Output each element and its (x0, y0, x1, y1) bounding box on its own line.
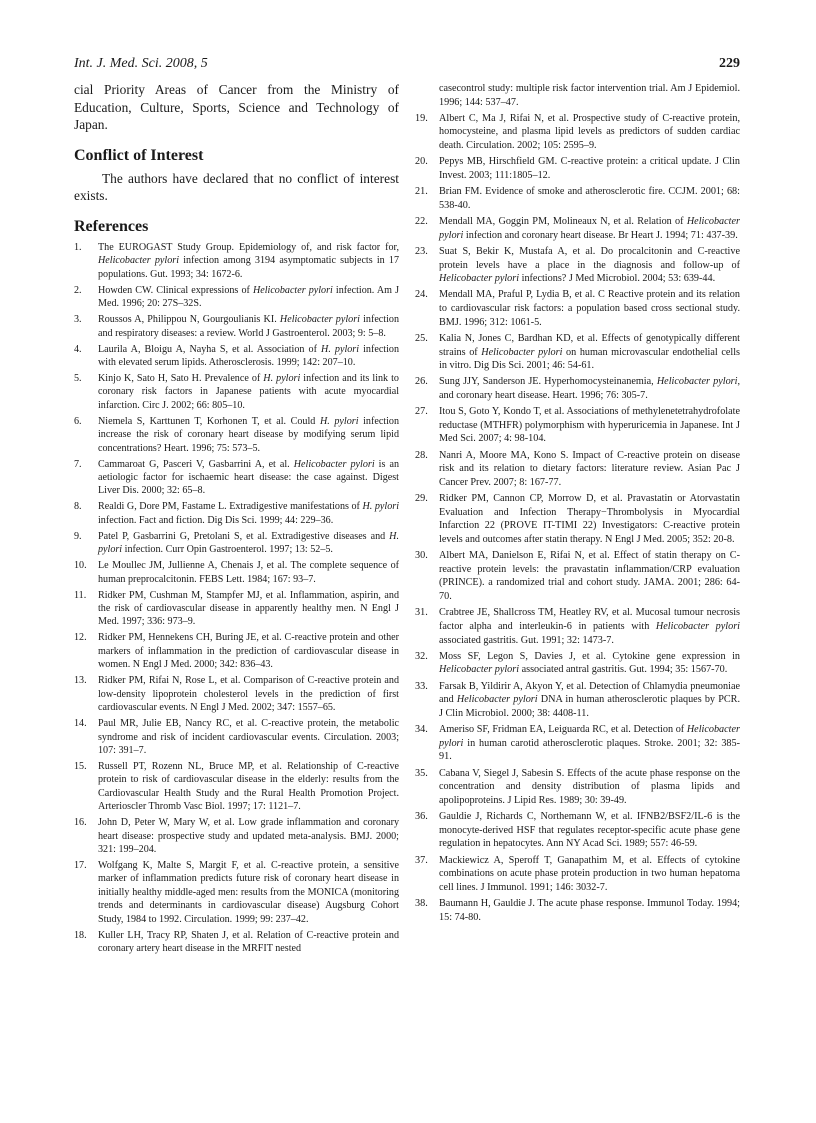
reference-number: 13. (74, 675, 87, 687)
reference-item (415, 112, 740, 153)
reference-item (415, 155, 740, 182)
reference-text: Kinjo K, Sato H, Sato H. Prevalence of H. pylori infection and its link to coronary risk factors in Japanese patients with acute myocardial infarction. Circ J. 2002; 66: 805–10. (98, 373, 399, 411)
reference-number: 38. (415, 898, 428, 909)
reference-item (415, 245, 740, 286)
left-column (74, 81, 399, 958)
reference-number: 30. (415, 550, 428, 562)
reference-item (415, 405, 740, 446)
reference-number: 19. (415, 112, 428, 124)
reference-text: Mendall MA, Goggin PM, Molineaux N, et al. Relation of Helicobacter pylori infection and coronary heart disease. Br Heart J. 1994; 71: 437-39. (439, 216, 740, 241)
reference-number: 14. (74, 718, 87, 730)
reference-item (74, 458, 399, 498)
conflict-of-interest-heading: Conflict of Interest (74, 146, 204, 164)
reference-item (415, 767, 740, 808)
reference-item (74, 929, 399, 956)
reference-item (415, 492, 740, 546)
reference-text: Ridker PM, Cushman M, Stampfer MJ, et al. Inflammation, aspirin, and the risk of cardiovascular disease in apparently healthy men. N Engl J Med. 1997; 336: 973–9. (98, 589, 399, 628)
reference-item (415, 375, 740, 402)
reference-text: Ridker PM, Rifai N, Rose L, et al. Comparison of C-reactive protein and low-density lipoprotein cholesterol levels in the prediction of first cardiovascular events. N Engl J Med. 2002; 347: 1557–65. (98, 675, 399, 714)
acknowledgment-text: cial Priority Areas of Cancer from the Ministry of Education, Culture, Sports, Science and Technology of Japan. (74, 82, 399, 133)
reference-number: 36. (415, 811, 428, 823)
right-column (415, 82, 740, 927)
reference-text: Wolfgang K, Malte S, Margit F, et al. C-reactive protein, a sensitive marker of inflammation predicts future risk of coronary heart disease in initially healthy middle-aged men: results from the MONICA (monitoring trends and determinants in cardiovascular disease) Augsburg Cohort Study, 1984 to 1992. Circulation. 1999; 99: 237–42. (98, 859, 399, 925)
reference-number: 25. (415, 332, 428, 344)
reference-number: 4. (74, 343, 82, 355)
reference-text: Patel P, Gasbarrini G, Pretolani S, et al. Extradigestive diseases and H. pylori infection. Curr Opin Gastroenterol. 1997; 13: 52–5. (98, 530, 399, 556)
reference-text: Howden CW. Clinical expressions of Helicobacter pylori infection. Am J Med. 1996; 20: 27S–32S. (98, 284, 400, 310)
reference-item (415, 810, 740, 851)
reference-text: Ameriso SF, Fridman EA, Leiguarda RC, et al. Detection of Helicobacter pylori in human carotid atherosclerotic plaques. Stroke. 2001; 32: 385-91. (439, 724, 740, 763)
reference-item (74, 760, 399, 814)
reference-item (74, 631, 399, 671)
reference-number: 2. (74, 284, 82, 296)
reference-item (415, 650, 740, 677)
reference-text: Itou S, Goto Y, Kondo T, et al. Associations of methylenetetrahydrofolate reductase (MTHFR) polymorphism with hyperuricemia in Japanese. Int J Med Sci. 2007; 4: 98-104. (439, 406, 740, 445)
reference-text: Kalia N, Jones C, Bardhan KD, et al. Effects of genotypically different strains of Helicobacter pylori on human microvascular endothelial cells in vitro. Dig Dis Sci. 2001; 46: 54-61. (439, 332, 740, 372)
reference-item (74, 415, 399, 455)
reference-text: Crabtree JE, Shallcross TM, Heatley RV, et al. Mucosal tumour necrosis factor alpha and interleukin-6 in patients with Helicobacter pylori associated gastritis. Gut. 1991; 32: 1473-7. (439, 607, 740, 646)
reference-number: 32. (415, 650, 428, 662)
reference-item (74, 372, 399, 412)
reference-item (415, 332, 740, 373)
reference-text: Moss SF, Legon S, Davies J, et al. Cytokine gene expression in Helicobacter pylori associated antral gastritis. Gut. 1994; 35: 1567-70. (439, 650, 740, 676)
reference-text: Realdi G, Dore PM, Fastame L. Extradigestive manifestations of H. pylori infection. Fact and fiction. Dig Dis Sci. 1999; 44: 229–36. (98, 501, 399, 526)
reference-text: Ridker PM, Cannon CP, Morrow D, et al. Pravastatin or Atorvastatin Evaluation and Infection Therapy−Thrombolysis in Myocardial Infarction 22 (PROVE IT-TIMI 22) Investigators: C-reactive protein levels and outcomes after statin therapy. N Engl J Med. 2005; 352: 20-8. (439, 493, 740, 545)
reference-item (74, 284, 399, 311)
reference-number: 21. (415, 186, 428, 198)
reference-text: Albert MA, Danielson E, Rifai N, et al. Effect of statin therapy on C-reactive protein levels: the pravastatin inflammation/CRP evaluation (PRINCE). a randomized trial and cohort study. JAMA. 2001; 286: 64-70. (439, 550, 740, 603)
reference-number: 24. (415, 289, 428, 301)
reference-number: 27. (415, 406, 428, 418)
reference-number: 31. (415, 607, 428, 619)
reference-item (415, 897, 740, 924)
reference-number: 3. (74, 314, 82, 326)
reference-number: 15. (74, 760, 87, 772)
reference-number: 18. (74, 929, 87, 941)
reference-item (74, 313, 399, 340)
conflict-of-interest-text: The authors have declared that no conflict of interest exists. (74, 170, 399, 204)
reference-number: 28. (415, 449, 428, 461)
reference-number: 16. (74, 817, 87, 829)
reference-item (74, 674, 399, 714)
reference-number: 35. (415, 767, 428, 779)
reference-item (74, 816, 399, 856)
reference-text: Brian FM. Evidence of smoke and atherosclerotic fire. CCJM. 2001; 68: 538-40. (439, 186, 740, 211)
reference-item (415, 215, 740, 242)
reference-item (415, 185, 740, 212)
reference-item (415, 549, 740, 603)
reference-item (74, 589, 399, 629)
reference-text: Le Moullec JM, Jullienne A, Chenais J, et al. The complete sequence of human preprocalcitonin. FEBS Lett. 1984; 167: 93–7. (98, 560, 399, 585)
reference-item (415, 680, 740, 721)
reference-text: Albert C, Ma J, Rifai N, et al. Prospective study of C-reactive protein, homocysteine, and plasma lipid levels as predictors of sudden cardiac death. Circulation. 2002; 105: 2595–9. (439, 112, 740, 152)
reference-item (74, 859, 399, 926)
reference-number: 34. (415, 724, 428, 736)
reference-number: 37. (415, 854, 428, 866)
reference-item (74, 500, 399, 527)
reference-text: Roussos A, Philippou N, Gourgoulianis KI. Helicobacter pylori infection and respiratory diseases: a review. World J Gastroenterol. 2003; 9: 5–8. (98, 314, 399, 339)
reference-item (415, 606, 740, 647)
journal-citation: Int. J. Med. Sci. 2008, 5 (74, 56, 208, 71)
reference-text: Nanri A, Moore MA, Kono S. Impact of C-reactive protein on disease risk and its relation to dietary factors: literature review. Asian Pac J Cancer Prev. 2007; 8: 167-77. (439, 449, 740, 488)
reference-text: Cammaroat G, Pasceri V, Gasbarrini A, et al. Helicobacter pylori is an aetiologic factor for ischaemic heart disease: the case against. Digest Liver Dis. 2000; 32: 65–8. (98, 458, 399, 497)
reference-number: 26. (415, 376, 428, 388)
reference-list-right (415, 112, 740, 924)
reference-text: Mendall MA, Praful P, Lydia B, et al. C Reactive protein and its relation to cardiovascular risk factors: a population based cross sectional study. BMJ. 1996; 312: 1061-5. (439, 289, 740, 328)
reference-number: 11. (74, 589, 87, 601)
reference-item (74, 717, 399, 757)
reference-text: Russell PT, Rozenn NL, Bruce MP, et al. Relationship of C-reactive protein to risk of cardiovascular disease in the elderly: results from the Cardiovascular Health Study and the Rural Health Promotion Project. Arterioscler Thromb Vasc Biol. 1997; 17: 1121–7. (98, 760, 399, 813)
reference-number: 7. (74, 458, 82, 470)
running-header (74, 56, 740, 76)
references-heading: References (74, 217, 149, 235)
reference-text: Suat S, Bekir K, Mustafa A, et al. Do procalcitonin and C-reactive protein levels have a place in the diagnosis and follow-up of Helicobacter pylori infections? J Med Microbiol. 2004; 53: 639-44. (439, 245, 740, 285)
reference-item (415, 723, 740, 764)
reference-number: 5. (74, 373, 82, 384)
reference-text: John D, Peter W, Mary W, et al. Low grade inflammation and coronary heart disease: prospective study and updated meta-analysis. BMJ. 2000; 321: 199–204. (98, 817, 399, 855)
reference-text: Farsak B, Yildirir A, Akyon Y, et al. Detection of Chlamydia pneumoniae and Helicobacter pylori DNA in human atherosclerotic plaques by PCR. J Clin Microbiol. 2000; 38: 4408-11. (439, 680, 740, 719)
reference-text: Paul MR, Julie EB, Nancy RC, et al. C-reactive protein, the metabolic syndrome and risk of incident cardiovascular events. Circulation. 2003; 107: 391–7. (98, 718, 399, 756)
reference-text: Kuller LH, Tracy RP, Shaten J, et al. Relation of C-reactive protein and coronary artery heart disease in the MRFIT nested (98, 929, 399, 954)
reference-text: Laurila A, Bloigu A, Nayha S, et al. Association of H. pylori infection with elevated serum lipids. Atherosclerosis. 1999; 142: 207–10. (98, 343, 400, 368)
reference-number: 33. (415, 680, 428, 692)
reference-number: 23. (415, 245, 428, 257)
reference-continuation: casecontrol study: multiple risk factor intervention trial. Am J Epidemiol. 1996; 144: 537–47. (439, 83, 740, 108)
reference-number: 1. (74, 241, 82, 253)
reference-text: Niemela S, Karttunen T, Korhonen T, et al. Could H. pylori infection increase the risk of coronary heart disease by modifying serum lipid concentrations? Heart. 1996; 75: 573–5. (98, 415, 399, 454)
reference-text: Pepys MB, Hirschfield GM. C-reactive protein: a critical update. J Clin Invest. 2003; 111:1805–12. (439, 156, 740, 181)
reference-item (415, 449, 740, 490)
reference-item (415, 288, 740, 329)
page-number: 229 (719, 56, 740, 71)
reference-list-left (74, 241, 399, 955)
reference-item (74, 343, 399, 370)
reference-text: Baumann H, Gauldie J. The acute phase response. Immunol Today. 1994; 15: 74-80. (439, 898, 740, 923)
reference-number: 9. (74, 530, 82, 542)
reference-text: Gauldie J, Richards C, Northemann W, et al. IFNB2/BSF2/IL-6 is the monocyte-derived HSF that regulates receptor-specific acute phase gene regulation in hepatocytes. Ann NY Acad Sci. 1989; 557: 46-59. (439, 811, 740, 850)
reference-number: 8. (74, 501, 82, 513)
reference-number: 6. (74, 415, 82, 427)
reference-item (74, 559, 399, 586)
reference-item (415, 854, 740, 895)
reference-number: 22. (415, 216, 428, 228)
reference-number: 10. (74, 560, 87, 572)
reference-text: The EUROGAST Study Group. Epidemiology of, and risk factor for, Helicobacter pylori infection among 3194 asymptomatic subjects in 17 populations. Gut. 1993; 34: 1672-6. (98, 241, 399, 280)
reference-number: 29. (415, 493, 428, 505)
reference-item (74, 241, 399, 281)
reference-item (74, 530, 399, 557)
reference-number: 12. (74, 632, 87, 644)
reference-text: Ridker PM, Hennekens CH, Buring JE, et al. C-reactive protein and other markers of inflammation in the prediction of cardiovascular disease in women. N Engl J Med. 2000; 342: 836–43. (98, 632, 399, 671)
reference-text: Cabana V, Siegel J, Sabesin S. Effects of the acute phase response on the concentration and density distribution of plasma lipids and apolipoproteins. J Lipid Res. 1989; 30: 39-49. (439, 767, 740, 806)
reference-number: 20. (415, 156, 428, 168)
reference-text: Sung JJY, Sanderson JE. Hyperhomocysteinanemia, Helicobacter pylori, and coronary heart disease. Heart. 1996; 76: 305-7. (439, 376, 741, 401)
reference-number: 17. (74, 859, 87, 871)
reference-text: Mackiewicz A, Speroff T, Ganapathim M, et al. Effects of cytokine combinations on acute phase protein production in two human hepatoma cell lines. J Immunol. 1991; 146: 3032-7. (439, 854, 740, 893)
